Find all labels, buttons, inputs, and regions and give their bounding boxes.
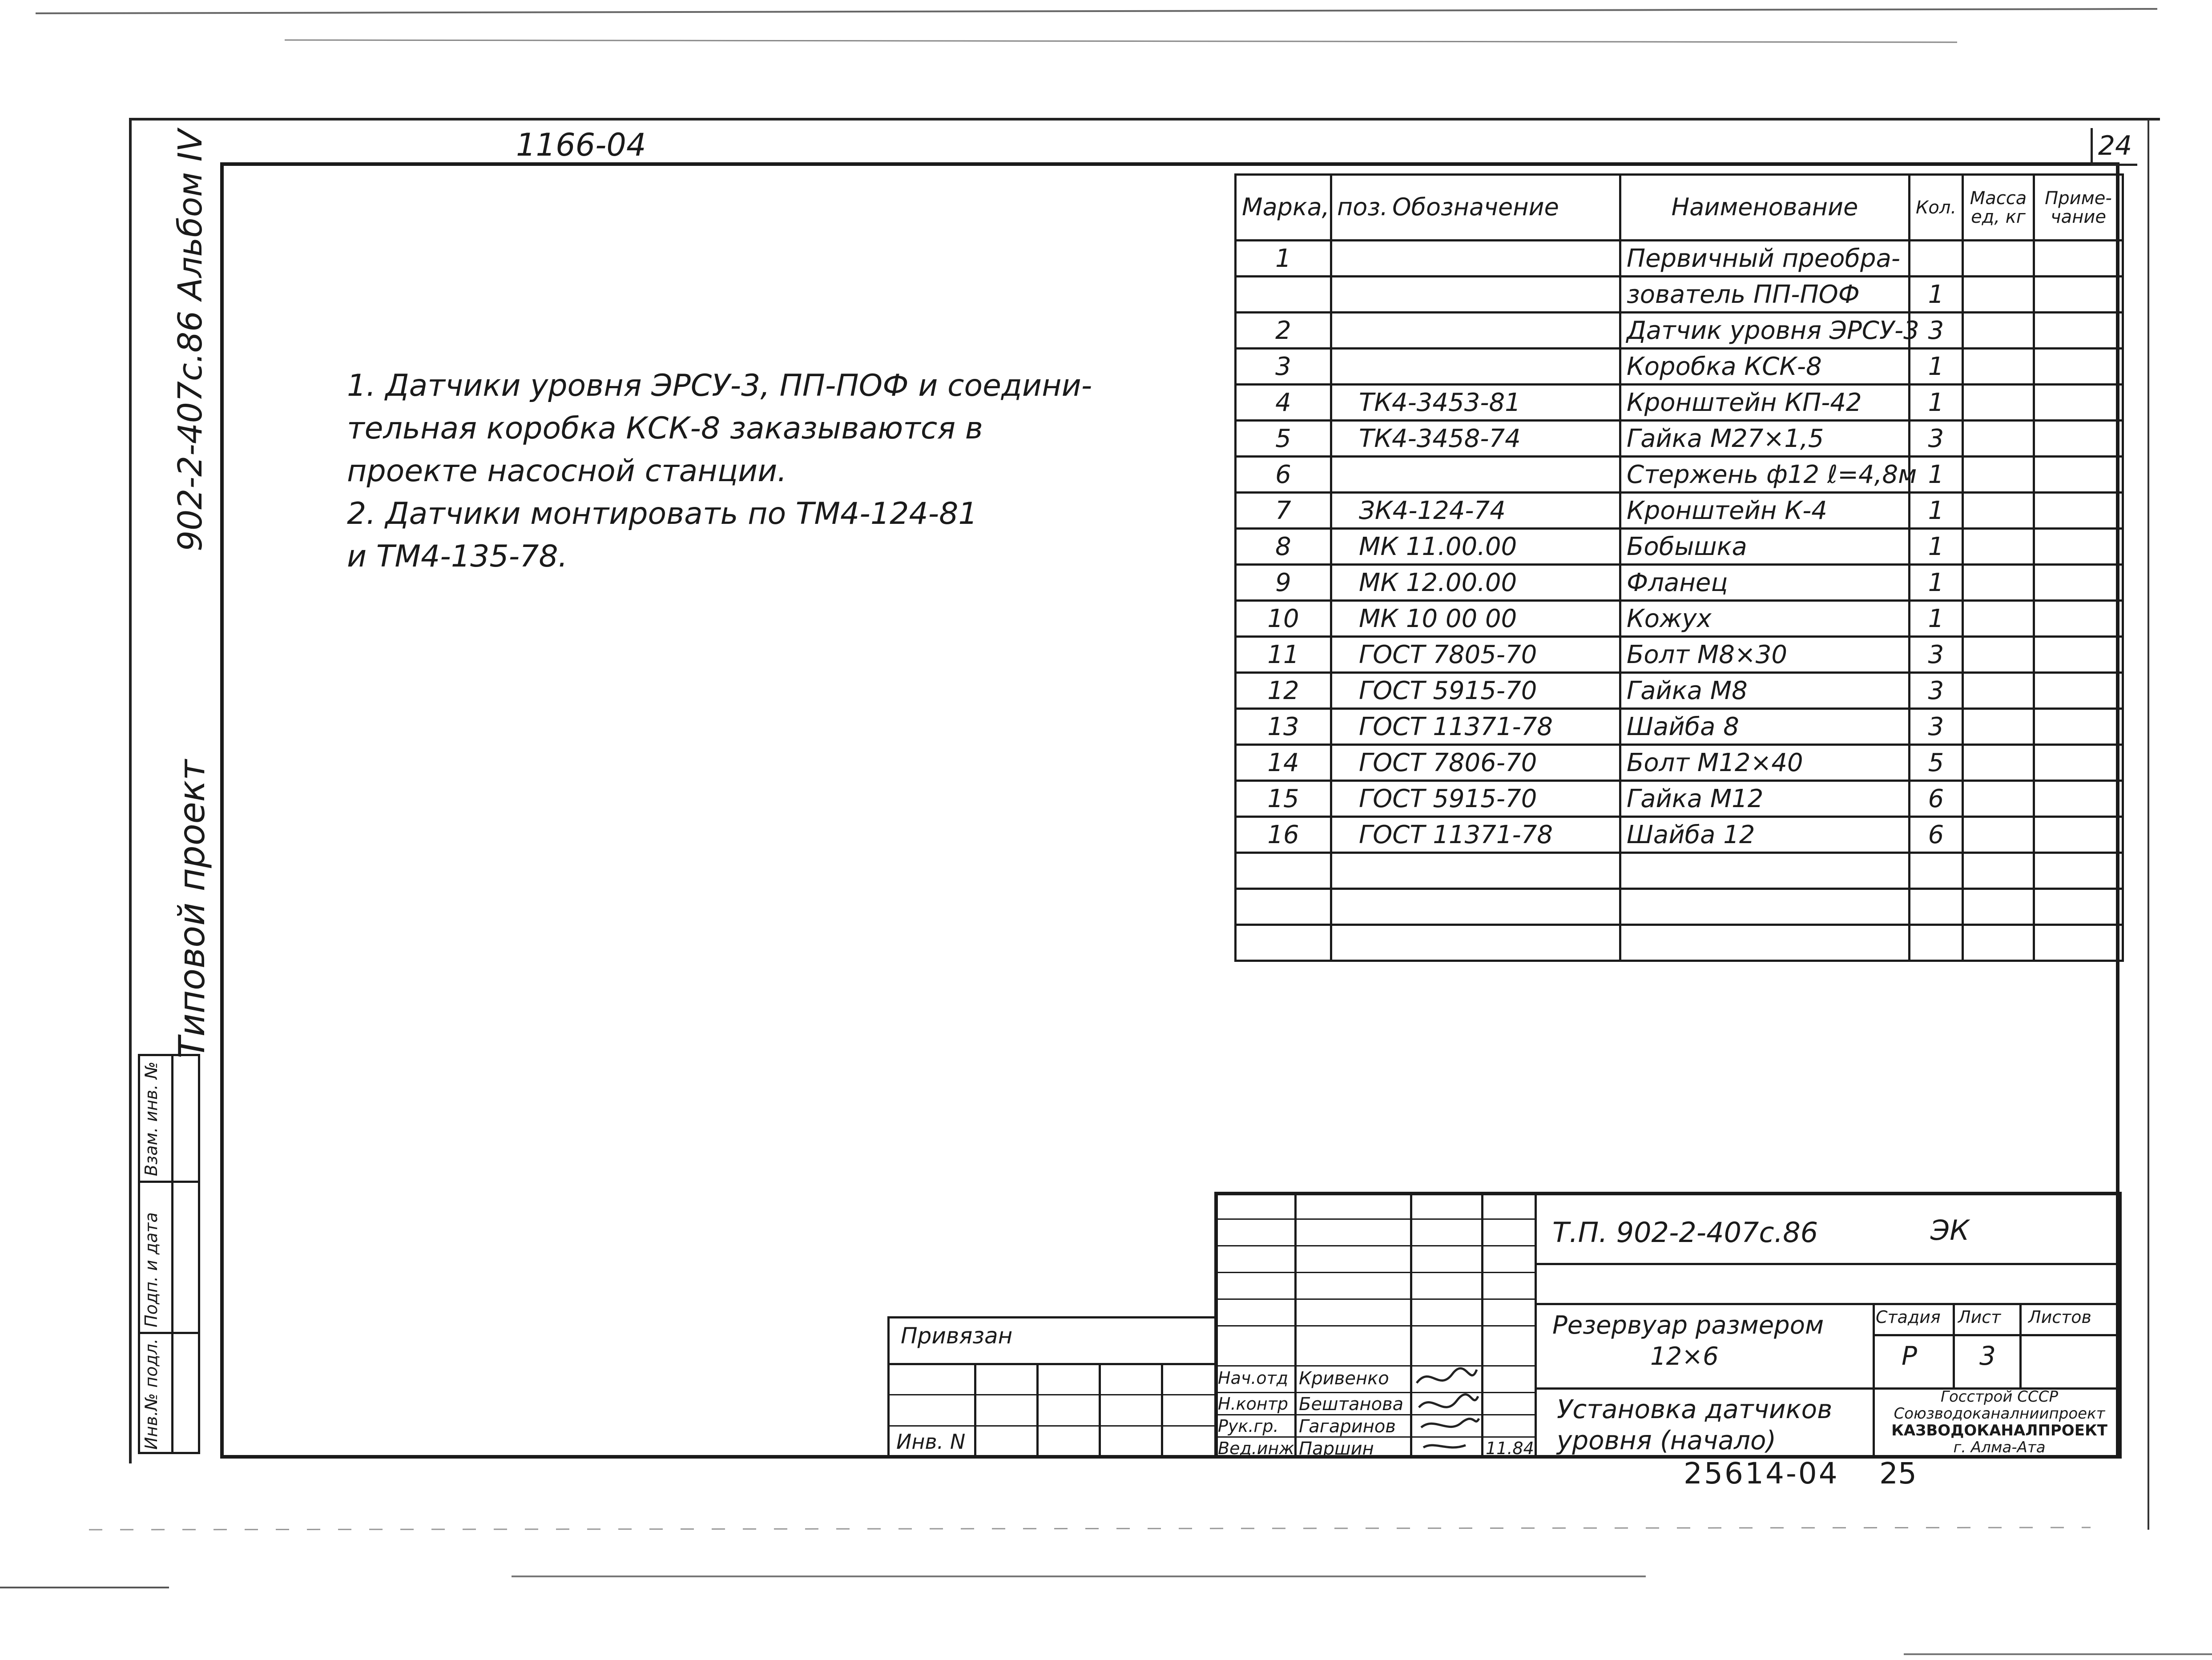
cell-qty bbox=[1910, 241, 1963, 277]
cell-code: ГОСТ 11371-78 bbox=[1331, 817, 1620, 853]
cell-pos: 10 bbox=[1236, 601, 1331, 637]
cell-mass bbox=[1963, 457, 2034, 493]
cell-qty: 1 bbox=[1910, 385, 1963, 421]
col-header-mass: Масса ед, кг bbox=[1963, 175, 2034, 241]
cell-note bbox=[2034, 529, 2123, 565]
cell-code: ГОСТ 11371-78 bbox=[1331, 709, 1620, 745]
note-line: 2. Датчики монтировать по ТМ4-124-81 bbox=[347, 496, 978, 531]
cell-pos bbox=[1236, 925, 1331, 961]
cell-name: Фланец bbox=[1620, 565, 1910, 601]
table-row bbox=[1236, 277, 2123, 313]
cell-note bbox=[2034, 817, 2123, 853]
table-row bbox=[1236, 601, 2123, 637]
table-row bbox=[1236, 781, 2123, 817]
cell-pos: 11 bbox=[1236, 637, 1331, 673]
cell-mass bbox=[1963, 385, 2034, 421]
cell-code: ГОСТ 5915-70 bbox=[1331, 781, 1620, 817]
cell-mass bbox=[1963, 745, 2034, 781]
cell-qty: 6 bbox=[1910, 817, 1963, 853]
cell-qty bbox=[1910, 925, 1963, 961]
cell-qty: 1 bbox=[1910, 277, 1963, 313]
sheet-title-line1: Установка датчиков bbox=[1557, 1394, 1833, 1424]
col-header-code: Обозначение bbox=[1331, 175, 1620, 241]
table-row bbox=[1236, 385, 2123, 421]
sig-name: Паршин bbox=[1299, 1439, 1374, 1459]
sheet-title-line2: уровня (начало) bbox=[1557, 1425, 1777, 1455]
organization bbox=[1882, 1388, 2117, 1456]
cell-mass bbox=[1963, 673, 2034, 709]
note-line: и ТМ4-135-78. bbox=[347, 539, 568, 574]
cell-code bbox=[1331, 349, 1620, 385]
cell-name bbox=[1620, 853, 1910, 889]
sig-role: Вед.инж bbox=[1218, 1439, 1294, 1458]
cell-code bbox=[1331, 925, 1620, 961]
table-row bbox=[1236, 889, 2123, 925]
cell-note bbox=[2034, 853, 2123, 889]
cell-mass bbox=[1963, 817, 2034, 853]
cell-name: Болт М12×40 bbox=[1620, 745, 1910, 781]
stamp-replace-inv: Взам. инв. № bbox=[141, 1061, 161, 1176]
cell-note bbox=[2034, 925, 2123, 961]
sig-role: Нач.отд bbox=[1218, 1368, 1289, 1388]
signature-scribbles bbox=[1412, 1361, 1481, 1456]
table-row bbox=[1236, 637, 2123, 673]
cell-note bbox=[2034, 457, 2123, 493]
cell-pos: 4 bbox=[1236, 385, 1331, 421]
col-header-note: Приме-чание bbox=[2034, 175, 2123, 241]
cell-note bbox=[2034, 349, 2123, 385]
cell-code bbox=[1331, 277, 1620, 313]
cell-note bbox=[2034, 709, 2123, 745]
title-block bbox=[1214, 1192, 2122, 1459]
cell-qty: 3 bbox=[1910, 673, 1963, 709]
cell-mass bbox=[1963, 529, 2034, 565]
org-line: г. Алма-Ата bbox=[1953, 1439, 2046, 1456]
cell-code bbox=[1331, 889, 1620, 925]
cell-pos bbox=[1236, 277, 1331, 313]
cell-note bbox=[2034, 241, 2123, 277]
cell-qty bbox=[1910, 853, 1963, 889]
table-row bbox=[1236, 745, 2123, 781]
cell-code: ГОСТ 7806-70 bbox=[1331, 745, 1620, 781]
cell-name: Стержень ф12 ℓ=4,8м bbox=[1620, 457, 1910, 493]
cell-mass bbox=[1963, 709, 2034, 745]
album-code: 1166-04 bbox=[516, 127, 646, 163]
sig-role: Н.контр bbox=[1218, 1394, 1288, 1414]
stamp-inv-original: Инв.№ подл. bbox=[141, 1338, 161, 1450]
org-line: Госстрой СССР bbox=[1941, 1388, 2058, 1406]
cell-mass bbox=[1963, 277, 2034, 313]
table-row bbox=[1236, 925, 2123, 961]
cell-name: Кронштейн КП-42 bbox=[1620, 385, 1910, 421]
table-row bbox=[1236, 493, 2123, 529]
sig-role: Рук.гр. bbox=[1218, 1416, 1279, 1436]
cell-mass bbox=[1963, 601, 2034, 637]
cell-name: Гайка М12 bbox=[1620, 781, 1910, 817]
cell-mass bbox=[1963, 853, 2034, 889]
sig-name: Бештанова bbox=[1299, 1394, 1404, 1415]
cell-qty: 1 bbox=[1910, 457, 1963, 493]
cell-note bbox=[2034, 313, 2123, 349]
table-row bbox=[1236, 529, 2123, 565]
cell-code: МК 11.00.00 bbox=[1331, 529, 1620, 565]
specification-table bbox=[1234, 173, 2124, 962]
cell-note bbox=[2034, 889, 2123, 925]
cell-code bbox=[1331, 853, 1620, 889]
stamp-sign-date: Подп. и дата bbox=[141, 1212, 161, 1327]
sig-name: Гагаринов bbox=[1299, 1416, 1396, 1437]
cell-note bbox=[2034, 493, 2123, 529]
sheet-value: 3 bbox=[1979, 1341, 1996, 1371]
cell-pos bbox=[1236, 889, 1331, 925]
col-header-qty: Кол. bbox=[1910, 175, 1963, 241]
stage-label: Стадия bbox=[1876, 1307, 1941, 1327]
org-line: КАЗВОДОКАНАЛПРОЕКТ bbox=[1891, 1422, 2107, 1439]
cell-qty: 3 bbox=[1910, 709, 1963, 745]
cell-mass bbox=[1963, 421, 2034, 457]
cell-pos: 3 bbox=[1236, 349, 1331, 385]
cell-pos: 6 bbox=[1236, 457, 1331, 493]
cell-mass bbox=[1963, 565, 2034, 601]
note-line: тельная коробка КСК-8 заказываются в bbox=[347, 411, 983, 446]
cell-code: ТК4-3458-74 bbox=[1331, 421, 1620, 457]
table-row bbox=[1236, 241, 2123, 277]
cell-code: ГОСТ 5915-70 bbox=[1331, 673, 1620, 709]
cell-qty: 1 bbox=[1910, 349, 1963, 385]
cell-pos: 14 bbox=[1236, 745, 1331, 781]
doc-mark: ЭК bbox=[1930, 1214, 1970, 1246]
sheets-label: Листов bbox=[2028, 1307, 2091, 1327]
linked-block bbox=[887, 1316, 1217, 1459]
cell-name: Кронштейн К-4 bbox=[1620, 493, 1910, 529]
cell-qty: 3 bbox=[1910, 313, 1963, 349]
cell-note bbox=[2034, 637, 2123, 673]
cell-qty: 3 bbox=[1910, 637, 1963, 673]
cell-name: Шайба 8 bbox=[1620, 709, 1910, 745]
stage-value: Р bbox=[1902, 1341, 1917, 1371]
cell-name bbox=[1620, 925, 1910, 961]
table-row bbox=[1236, 709, 2123, 745]
cell-mass bbox=[1963, 637, 2034, 673]
cell-mass bbox=[1963, 241, 2034, 277]
table-row bbox=[1236, 565, 2123, 601]
cell-pos: 8 bbox=[1236, 529, 1331, 565]
margin-album-title: 902-2-407с.86 Альбом IV bbox=[171, 129, 210, 551]
cell-qty: 6 bbox=[1910, 781, 1963, 817]
note-line: проекте насосной станции. bbox=[347, 454, 787, 489]
cell-name: Шайба 12 bbox=[1620, 817, 1910, 853]
cell-mass bbox=[1963, 781, 2034, 817]
object-name-line2: 12×6 bbox=[1650, 1342, 1719, 1371]
cell-note bbox=[2034, 601, 2123, 637]
cell-name bbox=[1620, 889, 1910, 925]
sheet-label: Лист bbox=[1958, 1307, 2001, 1327]
cell-code bbox=[1331, 457, 1620, 493]
cell-mass bbox=[1963, 889, 2034, 925]
table-row bbox=[1236, 421, 2123, 457]
cell-pos: 9 bbox=[1236, 565, 1331, 601]
cell-code: МК 12.00.00 bbox=[1331, 565, 1620, 601]
margin-project-label: Типовой проект bbox=[171, 760, 213, 1058]
cell-code: ЗК4-124-74 bbox=[1331, 493, 1620, 529]
page-number: 25 bbox=[1879, 1456, 1917, 1491]
cell-pos: 16 bbox=[1236, 817, 1331, 853]
cell-mass bbox=[1963, 313, 2034, 349]
cell-name: Датчик уровня ЭРСУ-3 bbox=[1620, 313, 1910, 349]
cell-code: ГОСТ 7805-70 bbox=[1331, 637, 1620, 673]
cell-name: зователь ПП-ПОФ bbox=[1620, 277, 1910, 313]
cell-code bbox=[1331, 241, 1620, 277]
cell-note bbox=[2034, 277, 2123, 313]
cell-pos: 1 bbox=[1236, 241, 1331, 277]
cell-qty: 1 bbox=[1910, 493, 1963, 529]
table-row bbox=[1236, 349, 2123, 385]
cell-name: Гайка М8 bbox=[1620, 673, 1910, 709]
linked-label: Привязан bbox=[901, 1323, 1013, 1349]
notes-block bbox=[347, 365, 1092, 578]
cell-name: Коробка КСК-8 bbox=[1620, 349, 1910, 385]
sig-date: 11.84 bbox=[1486, 1439, 1534, 1458]
table-row bbox=[1236, 457, 2123, 493]
cell-qty: 1 bbox=[1910, 529, 1963, 565]
inv-label: Инв. N bbox=[896, 1430, 966, 1454]
note-line: 1. Датчики уровня ЭРСУ-3, ПП-ПОФ и соедини- bbox=[347, 368, 1092, 403]
table-row bbox=[1236, 817, 2123, 853]
org-line: Союзводоканалниипроект bbox=[1894, 1405, 2105, 1423]
table-row bbox=[1236, 313, 2123, 349]
sheet-corner-number: 24 bbox=[2091, 128, 2137, 166]
cell-pos: 7 bbox=[1236, 493, 1331, 529]
cell-note bbox=[2034, 385, 2123, 421]
order-number: 25614-04 bbox=[1684, 1456, 1839, 1491]
cell-note bbox=[2034, 781, 2123, 817]
cell-name: Кожух bbox=[1620, 601, 1910, 637]
cell-code: ТК4-3453-81 bbox=[1331, 385, 1620, 421]
cell-note bbox=[2034, 421, 2123, 457]
sig-name: Кривенко bbox=[1299, 1368, 1389, 1389]
cell-name: Гайка М27×1,5 bbox=[1620, 421, 1910, 457]
cell-qty: 3 bbox=[1910, 421, 1963, 457]
cell-pos: 13 bbox=[1236, 709, 1331, 745]
col-header-pos: Марка, поз. bbox=[1236, 175, 1331, 241]
cell-note bbox=[2034, 673, 2123, 709]
table-row bbox=[1236, 673, 2123, 709]
cell-note bbox=[2034, 745, 2123, 781]
cell-mass bbox=[1963, 493, 2034, 529]
table-row bbox=[1236, 853, 2123, 889]
cell-code bbox=[1331, 313, 1620, 349]
cell-pos: 2 bbox=[1236, 313, 1331, 349]
table-header-row bbox=[1236, 175, 2123, 241]
cell-pos: 15 bbox=[1236, 781, 1331, 817]
cell-mass bbox=[1963, 925, 2034, 961]
doc-code: Т.П. 902-2-407с.86 bbox=[1552, 1216, 1818, 1249]
cell-pos: 12 bbox=[1236, 673, 1331, 709]
object-name-line1: Резервуар размером bbox=[1552, 1311, 1824, 1340]
cell-name: Бобышка bbox=[1620, 529, 1910, 565]
cell-code: МК 10 00 00 bbox=[1331, 601, 1620, 637]
cell-name: Первичный преобра- bbox=[1620, 241, 1910, 277]
cell-pos bbox=[1236, 853, 1331, 889]
cell-qty bbox=[1910, 889, 1963, 925]
cell-name: Болт М8×30 bbox=[1620, 637, 1910, 673]
col-header-name: Наименование bbox=[1620, 175, 1910, 241]
cell-qty: 1 bbox=[1910, 565, 1963, 601]
cell-mass bbox=[1963, 349, 2034, 385]
cell-qty: 5 bbox=[1910, 745, 1963, 781]
cell-note bbox=[2034, 565, 2123, 601]
cell-qty: 1 bbox=[1910, 601, 1963, 637]
cell-pos: 5 bbox=[1236, 421, 1331, 457]
